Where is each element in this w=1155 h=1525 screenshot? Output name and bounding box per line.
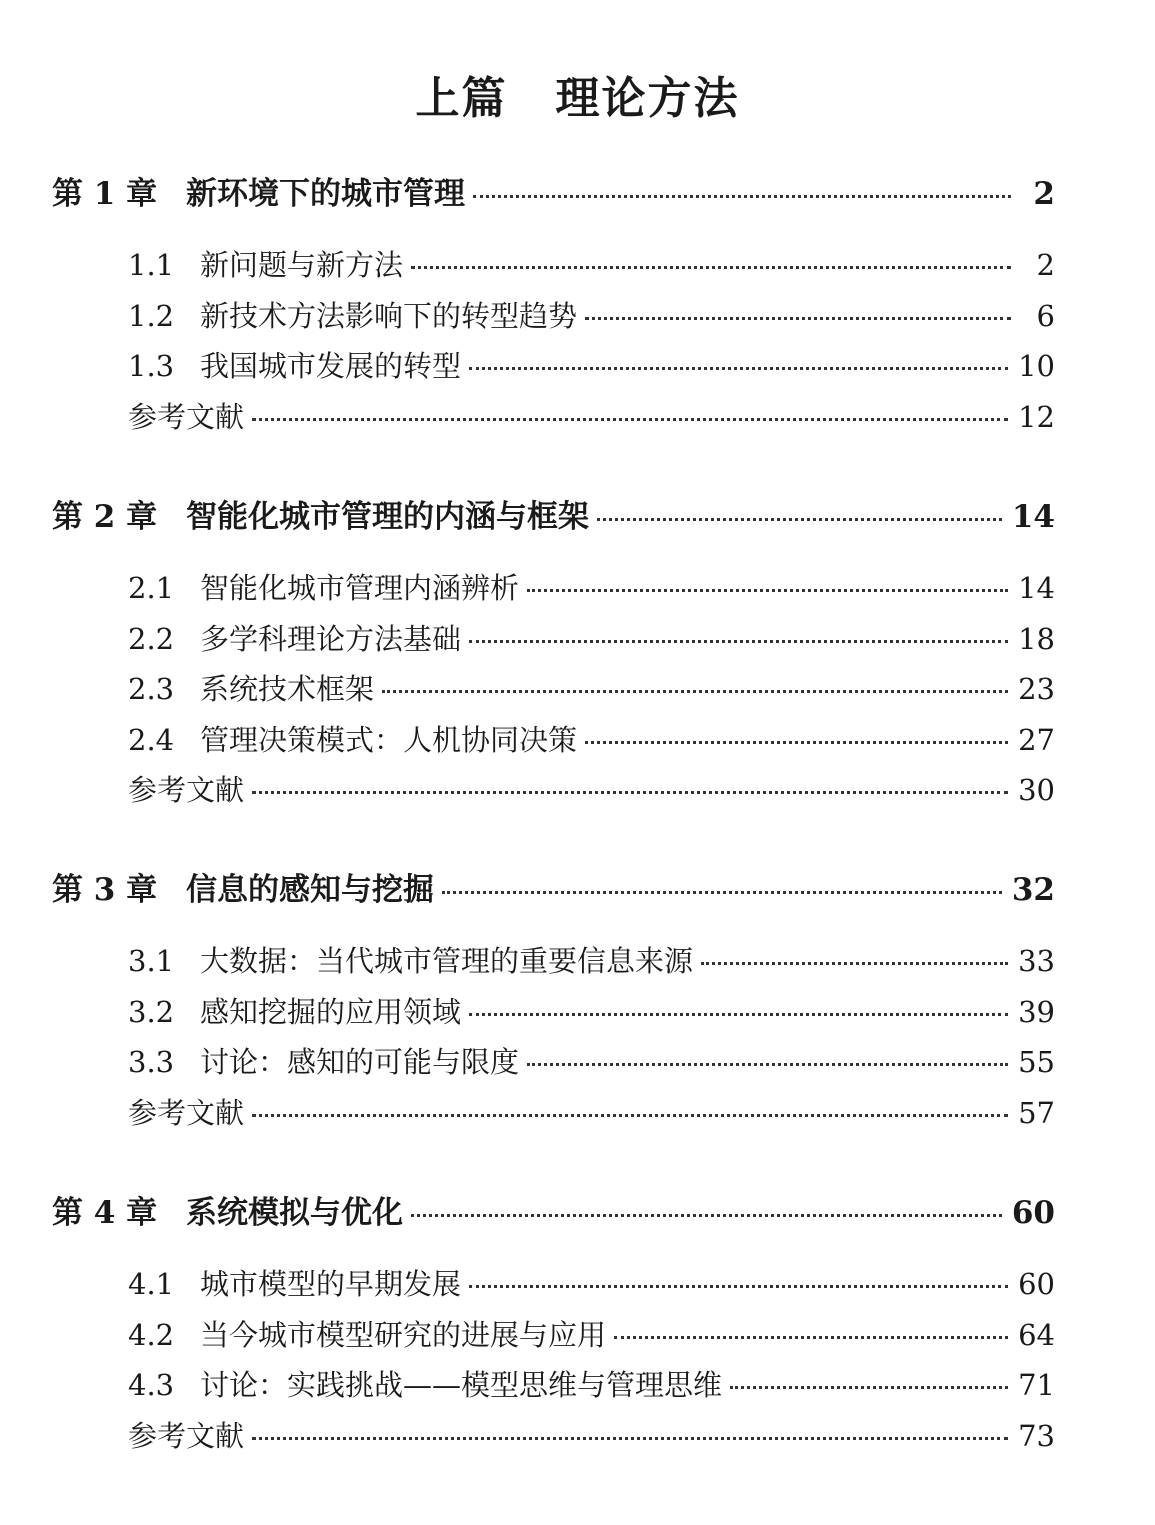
section-number: 2.1: [128, 571, 175, 605]
toc-chapter-entry[interactable]: [52, 491, 1055, 536]
section-title: 城市模型的早期发展: [200, 1267, 462, 1301]
dot-leader: [411, 1214, 1002, 1217]
dot-leader: [701, 962, 1008, 965]
chapter-number: 第 3 章: [52, 872, 158, 908]
section-page-number: 30: [1018, 773, 1055, 807]
dot-leader: [473, 195, 1011, 198]
part-name: 理论方法: [555, 73, 740, 124]
toc-references-entry[interactable]: [128, 395, 1055, 436]
chapter-title: 系统模拟与优化: [186, 1195, 403, 1231]
section-title: 新问题与新方法: [200, 248, 404, 282]
section-title: 系统技术框架: [200, 672, 375, 706]
toc-section-entry[interactable]: [128, 617, 1055, 658]
chapter-title: 信息的感知与挖掘: [186, 872, 434, 908]
dot-leader: [585, 317, 1011, 320]
toc-section-entry[interactable]: [128, 1363, 1055, 1404]
section-number: 1.3: [128, 349, 175, 383]
section-page-number: 33: [1018, 944, 1055, 978]
section-page-number: 23: [1018, 672, 1055, 706]
toc-section-entry[interactable]: [128, 243, 1055, 284]
section-title: 参考文献: [128, 1095, 245, 1130]
part-title: [0, 62, 1155, 126]
section-title: 当今城市模型研究的进展与应用: [200, 1317, 607, 1352]
chapter-title: 新环境下的城市管理: [186, 176, 465, 212]
section-page-number: 12: [1018, 399, 1055, 434]
dot-leader: [252, 791, 1008, 794]
dot-leader: [527, 589, 1008, 592]
section-page-number: 60: [1018, 1267, 1055, 1301]
dot-leader: [252, 418, 1008, 421]
toc-references-entry[interactable]: [128, 1091, 1055, 1132]
toc-references-entry[interactable]: [128, 768, 1055, 809]
section-page-number: 14: [1018, 571, 1055, 605]
dot-leader: [411, 266, 1011, 269]
chapter-page-number: 2: [1033, 176, 1055, 212]
toc-section-entry[interactable]: [128, 939, 1055, 980]
section-page-number: 73: [1018, 1418, 1055, 1453]
section-number: 2.3: [128, 672, 175, 706]
toc-section-entry[interactable]: [128, 990, 1055, 1031]
section-page-number: 64: [1018, 1317, 1055, 1352]
section-number: 3.2: [128, 994, 175, 1029]
dot-leader: [252, 1437, 1008, 1440]
section-title: 参考文献: [128, 1418, 245, 1453]
chapter-number: 第 1 章: [52, 176, 158, 212]
section-number: 4.3: [128, 1368, 175, 1402]
dot-leader: [469, 640, 1008, 643]
section-title: 参考文献: [128, 399, 245, 434]
dot-leader: [469, 1285, 1008, 1288]
toc-section-entry[interactable]: [128, 1040, 1055, 1081]
dot-leader: [382, 690, 1008, 693]
section-page-number: 2: [1036, 248, 1055, 282]
section-number: 3.1: [128, 944, 175, 978]
toc-section-entry[interactable]: [128, 344, 1055, 385]
part-label: 上篇: [415, 73, 508, 124]
section-title: 参考文献: [128, 773, 245, 807]
dot-leader: [614, 1336, 1008, 1339]
toc-chapter-entry[interactable]: [52, 864, 1055, 909]
dot-leader: [730, 1386, 1008, 1389]
dot-leader: [469, 1013, 1008, 1016]
section-number: 1.2: [128, 298, 175, 333]
toc-chapter-entry[interactable]: [52, 168, 1055, 213]
section-number: 1.1: [128, 248, 175, 282]
section-page-number: 71: [1018, 1368, 1055, 1402]
chapter-page-number: 60: [1011, 1195, 1055, 1231]
toc-section-entry[interactable]: [128, 1313, 1055, 1354]
toc-references-entry[interactable]: [128, 1414, 1055, 1455]
dot-leader: [252, 1114, 1008, 1117]
section-page-number: 57: [1018, 1095, 1055, 1130]
section-number: 2.4: [128, 722, 175, 757]
toc-chapter-entry[interactable]: [52, 1187, 1055, 1232]
chapter-page-number: 32: [1011, 872, 1055, 908]
toc-section-entry[interactable]: [128, 566, 1055, 607]
section-title: 我国城市发展的转型: [200, 349, 462, 383]
section-number: 3.3: [128, 1045, 175, 1079]
dot-leader: [585, 741, 1008, 744]
chapter-page-number: 14: [1011, 499, 1055, 535]
section-number: 2.2: [128, 621, 175, 656]
toc-section-entry[interactable]: [128, 1262, 1055, 1303]
section-number: 4.2: [128, 1317, 175, 1352]
dot-leader: [442, 891, 1002, 894]
section-title: 多学科理论方法基础: [200, 621, 462, 656]
section-title: 新技术方法影响下的转型趋势: [200, 298, 578, 333]
section-title: 讨论：实践挑战——模型思维与管理思维: [200, 1368, 723, 1402]
section-title: 讨论：感知的可能与限度: [200, 1045, 520, 1079]
section-page-number: 6: [1036, 298, 1055, 333]
chapter-number: 第 2 章: [52, 499, 158, 535]
toc-section-entry[interactable]: [128, 718, 1055, 759]
dot-leader: [469, 367, 1008, 370]
section-page-number: 18: [1018, 621, 1055, 656]
dot-leader: [597, 518, 1002, 521]
dot-leader: [527, 1063, 1008, 1066]
chapter-title: 智能化城市管理的内涵与框架: [186, 499, 589, 535]
section-page-number: 10: [1018, 349, 1055, 383]
section-page-number: 55: [1018, 1045, 1055, 1079]
section-number: 4.1: [128, 1267, 175, 1301]
toc-section-entry[interactable]: [128, 667, 1055, 708]
chapter-number: 第 4 章: [52, 1195, 158, 1231]
section-title: 智能化城市管理内涵辨析: [200, 571, 520, 605]
section-title: 大数据：当代城市管理的重要信息来源: [200, 944, 694, 978]
section-page-number: 27: [1018, 722, 1055, 757]
section-title: 感知挖掘的应用领域: [200, 994, 462, 1029]
toc-section-entry[interactable]: [128, 294, 1055, 335]
section-title: 管理决策模式：人机协同决策: [200, 722, 578, 757]
section-page-number: 39: [1018, 994, 1055, 1029]
